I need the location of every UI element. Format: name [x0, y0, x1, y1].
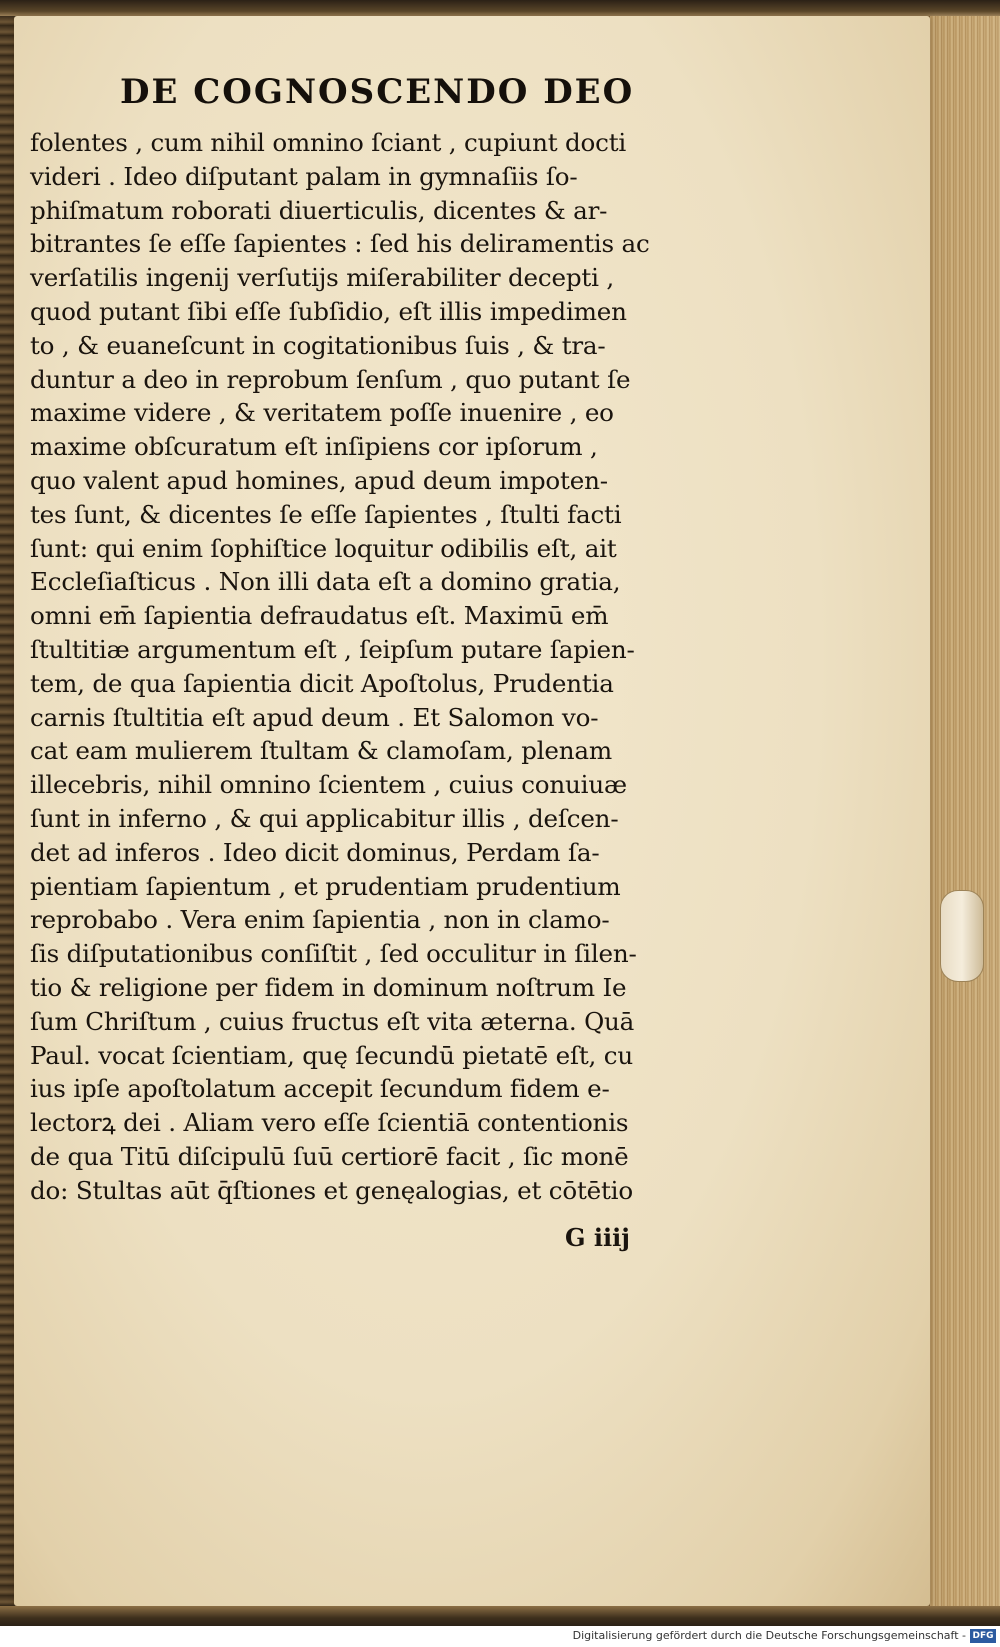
text-line: videri . Ideo diſputant palam in gymnaſiis ſo-	[30, 161, 578, 191]
text-line: ſunt: qui enim ſophiſtice loquitur odibilis eſt, ait	[30, 533, 617, 563]
text-line: phiſmatum roborati diuerticulis, dicentes & ar-	[30, 195, 608, 225]
running-head: DE COGNOSCENDO DEO	[120, 72, 635, 112]
text-line: duntur a deo in reprobum ſenſum , quo putant ſe	[30, 364, 631, 394]
text-line: ſtultitiæ argumentum eſt , ſeipſum putare ſapien-	[30, 634, 635, 664]
text-line: verſatilis ingenij verſutijs miſerabiliter decepti ,	[30, 263, 614, 293]
text-line: ius ipſe apoſtolatum accepit ſecundum fidem e-	[30, 1074, 610, 1104]
text-line: carnis ſtultitia eſt apud deum . Et Salomon vo-	[30, 702, 599, 732]
text-line: pientiam ſapientum , et prudentiam prudentium	[30, 871, 621, 901]
text-line: cat eam mulierem ſtultam & clamoſam, plenam	[30, 736, 613, 766]
scan-top-edge	[0, 0, 1000, 16]
text-line: maxime obſcuratum eſt inſipiens cor ipſorum ,	[30, 432, 598, 462]
text-line: reprobabo . Vera enim ſapientia , non in clamo-	[30, 905, 610, 935]
page-clasp	[940, 890, 984, 982]
text-line: quod putant ſibi eſſe ſubſidio, eſt illis impedimen	[30, 296, 627, 326]
text-line: maxime videre , & veritatem poſſe inuenire , eo	[30, 398, 614, 428]
text-line: Paul. vocat ſcientiam, quę ſecundū pietatē eſt, cu	[30, 1040, 634, 1070]
text-line: ſis diſputationibus conſiſtit , ſed occulitur in ſilen-	[30, 939, 637, 969]
text-line: tio & religione per fidem in dominum noſtrum Ie	[30, 972, 627, 1002]
text-lines	[30, 126, 760, 1208]
footer-credit: Digitalisierung gefördert durch die Deutsche Forschungsgemeinschaft -	[572, 1629, 966, 1642]
book-page-edges	[930, 16, 1000, 1606]
text-line: bitrantes ſe eſſe ſapientes : ſed his deliramentis ac	[30, 229, 650, 259]
text-block	[30, 72, 760, 1208]
text-line: quo valent apud homines, apud deum impoten-	[30, 465, 608, 495]
text-line: lectorꝝ dei . Aliam vero eſſe ſcientiā contentionis	[30, 1108, 629, 1138]
text-line: omni em̄ ſapientia defraudatus eſt. Maximū em̄	[30, 601, 609, 631]
dfg-logo: DFG	[970, 1629, 996, 1643]
text-line: to , & euaneſcunt in cogitationibus ſuis , & tra-	[30, 330, 606, 360]
text-line: illecebris, nihil omnino ſcientem , cuius conuiuæ	[30, 770, 627, 800]
text-line: Eccleſiaſticus . Non illi data eſt a domino gratia,	[30, 567, 621, 597]
text-line: tem, de qua ſapientia dicit Apoſtolus, Prudentia	[30, 668, 614, 698]
text-line: ſum Chriſtum , cuius fructus eſt vita æterna. Quā	[30, 1006, 635, 1036]
text-line: do: Stultas aūt q̄ſtiones et genęalogias, et cōtētio	[30, 1175, 633, 1205]
scan-bottom-edge	[0, 1606, 1000, 1626]
text-line: tes ſunt, & dicentes ſe eſſe ſapientes , ſtulti facti	[30, 499, 622, 529]
text-line: det ad inferos . Ideo dicit dominus, Perdam ſa-	[30, 837, 600, 867]
text-line: folentes , cum nihil omnino ſciant , cupiunt docti	[30, 128, 627, 157]
signature-mark: G iiij	[565, 1223, 630, 1252]
text-line: ſunt in inferno , & qui applicabitur illis , deſcen-	[30, 803, 619, 833]
footer-bar	[0, 1626, 1000, 1647]
text-line: de qua Titū diſcipulū ſuū certiorē facit , ſic monē	[30, 1141, 629, 1171]
